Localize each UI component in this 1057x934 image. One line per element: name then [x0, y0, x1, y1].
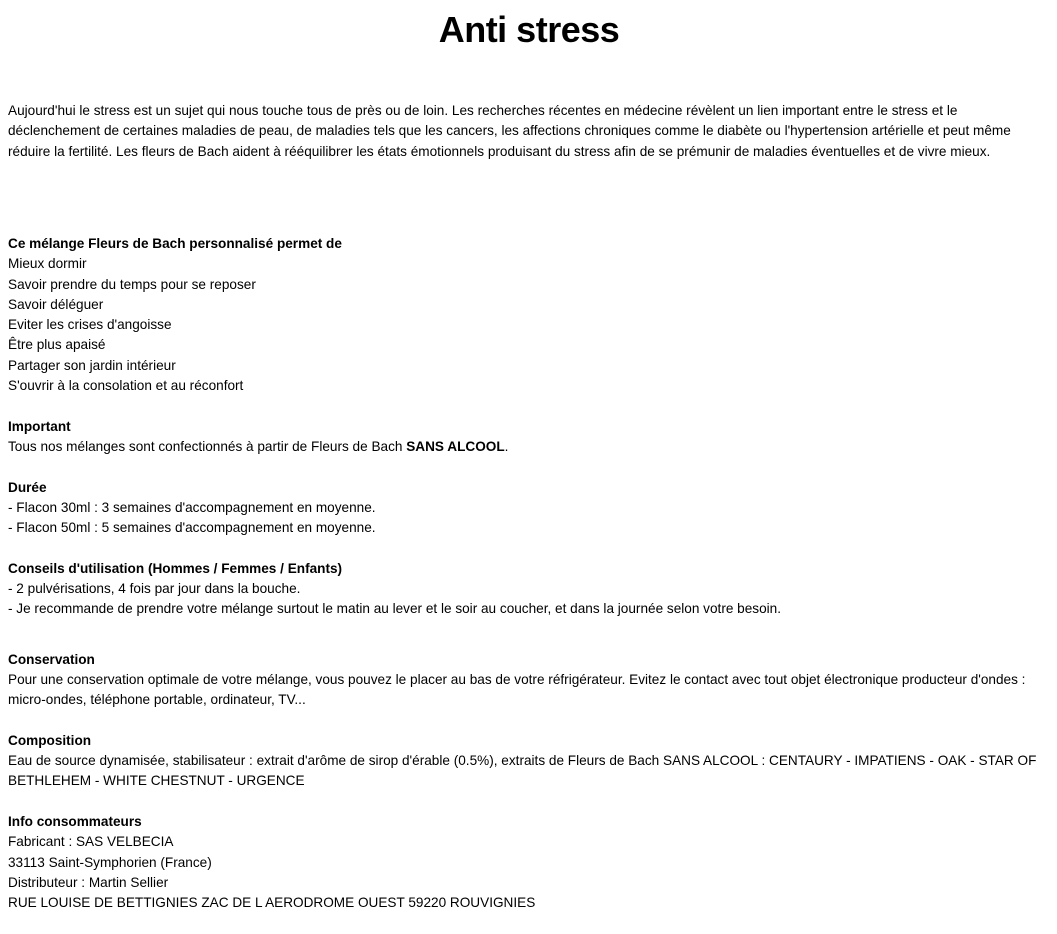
important-section	[8, 417, 1050, 458]
benefit-item: Mieux dormir	[8, 256, 87, 272]
benefit-item: Savoir prendre du temps pour se reposer	[8, 276, 256, 292]
product-description-page	[8, 0, 1050, 911]
usage-item: - 2 pulvérisations, 4 fois par jour dans la bouche.	[8, 581, 301, 597]
usage-heading: Conseils d'utilisation (Hommes / Femmes / Enfants)	[8, 560, 343, 576]
benefit-item: Partager son jardin intérieur	[8, 357, 176, 373]
composition-section	[8, 731, 1050, 792]
benefit-item: Eviter les crises d'angoisse	[8, 317, 172, 333]
usage-section	[8, 559, 1050, 620]
benefit-item: Savoir déléguer	[8, 296, 104, 312]
consumer-info-item: 33113 Saint-Symphorien (France)	[8, 854, 212, 870]
page-title: Anti stress	[438, 9, 620, 50]
important-text-bold: SANS ALCOOL	[406, 438, 505, 454]
consumer-info-heading: Info consommateurs	[8, 814, 142, 830]
benefit-item: S'ouvrir à la consolation et au réconfort	[8, 378, 244, 394]
conservation-text: Pour une conservation optimale de votre mélange, vous pouvez le placer au bas de votre réfrigérateur. Evitez le contact avec tout objet électronique producteur d'ondes : micro-ondes, téléphone portable, ordinateur, TV...	[8, 671, 1026, 708]
important-text-after: .	[504, 438, 509, 454]
consumer-info-item: Fabricant : SAS VELBECIA	[8, 834, 174, 850]
duration-item: - Flacon 30ml : 3 semaines d'accompagnement en moyenne.	[8, 499, 376, 515]
conservation-section	[8, 650, 1050, 711]
consumer-info-section	[8, 812, 1050, 913]
conservation-heading: Conservation	[8, 651, 95, 667]
duration-item: - Flacon 50ml : 5 semaines d'accompagnement en moyenne.	[8, 520, 376, 536]
benefits-section	[8, 234, 1050, 396]
sections	[8, 234, 1050, 934]
duration-heading: Durée	[8, 479, 47, 495]
benefits-heading: Ce mélange Fleurs de Bach personnalisé permet de	[8, 236, 342, 251]
intro-paragraph: Aujourd'hui le stress est un sujet qui nous touche tous de près ou de loin. Les recherches récentes en médecine révèlent un lien important entre le stress et le déclenchement de certaines maladies de peau, de maladies tels que les cancers, les affections chroniques comme le diabète ou l'hypertension artérielle et peut même réduire la fertilité. Les fleurs de Bach aident à rééquilibrer les états émotionnels produisant du stress afin de se prémunir de maladies éventuelles et de vivre mieux.	[8, 103, 1011, 159]
important-text-before: Tous nos mélanges sont confectionnés à partir de Fleurs de Bach	[8, 438, 407, 454]
composition-heading: Composition	[8, 732, 92, 748]
consumer-info-item: Distributeur : Martin Sellier	[8, 874, 169, 890]
benefit-item: Être plus apaisé	[8, 337, 106, 353]
important-heading: Important	[8, 418, 71, 434]
usage-item: - Je recommande de prendre votre mélange surtout le matin au lever et le soir au coucher, et dans la journée selon votre besoin.	[8, 601, 782, 617]
important-text	[8, 437, 1050, 457]
composition-text: Eau de source dynamisée, stabilisateur : extrait d'arôme de sirop d'érable (0.5%), extraits de Fleurs de Bach SANS ALCOOL : CENTAURY - IMPATIENS - OAK - STAR OF BETHLEHEM - WHITE CHESTNUT - URGENCE	[8, 753, 1037, 789]
duration-section	[8, 478, 1050, 539]
consumer-info-item: RUE LOUISE DE BETTIGNIES ZAC DE L AERODROME OUEST 59220 ROUVIGNIES	[8, 895, 536, 911]
